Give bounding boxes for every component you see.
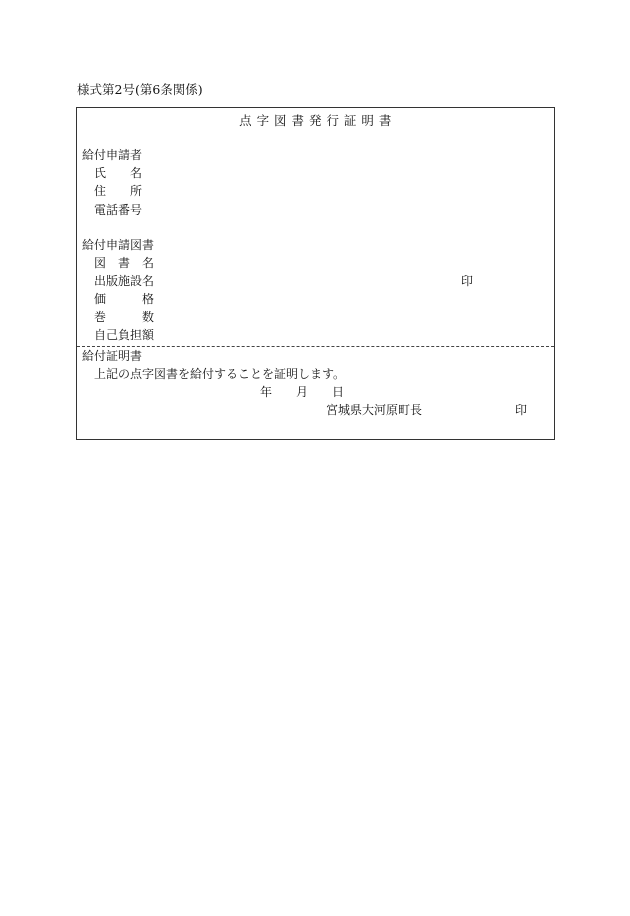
issuer-name: 宮城県大河原町長 bbox=[326, 403, 423, 417]
applicant-phone-label: 電話番号 bbox=[94, 203, 143, 217]
book-title-label: 図 書 名 bbox=[94, 256, 155, 270]
price-label: 価 格 bbox=[94, 292, 155, 306]
date-line: 年 月 日 bbox=[260, 385, 345, 399]
applicant-address-label: 住 所 bbox=[94, 184, 143, 198]
section-divider bbox=[77, 346, 554, 347]
applicant-name-label: 氏 名 bbox=[94, 166, 143, 180]
volumes-label: 巻 数 bbox=[94, 310, 155, 324]
certification-statement: 上記の点字図書を給付することを証明します。 bbox=[94, 367, 346, 381]
certification-heading: 給付証明書 bbox=[82, 349, 143, 363]
copay-label: 自己負担額 bbox=[94, 328, 155, 342]
form-number-label: 様式第2号(第6条関係) bbox=[77, 82, 203, 97]
publisher-label: 出版施設名 bbox=[94, 274, 155, 288]
publisher-seal-mark: 印 bbox=[461, 274, 474, 288]
document-title: 点 字 図 書 発 行 証 明 書 bbox=[239, 113, 392, 128]
issuer-seal-mark: 印 bbox=[515, 403, 528, 417]
applicant-heading: 給付申請者 bbox=[82, 148, 143, 162]
book-heading: 給付申請図書 bbox=[82, 238, 155, 252]
